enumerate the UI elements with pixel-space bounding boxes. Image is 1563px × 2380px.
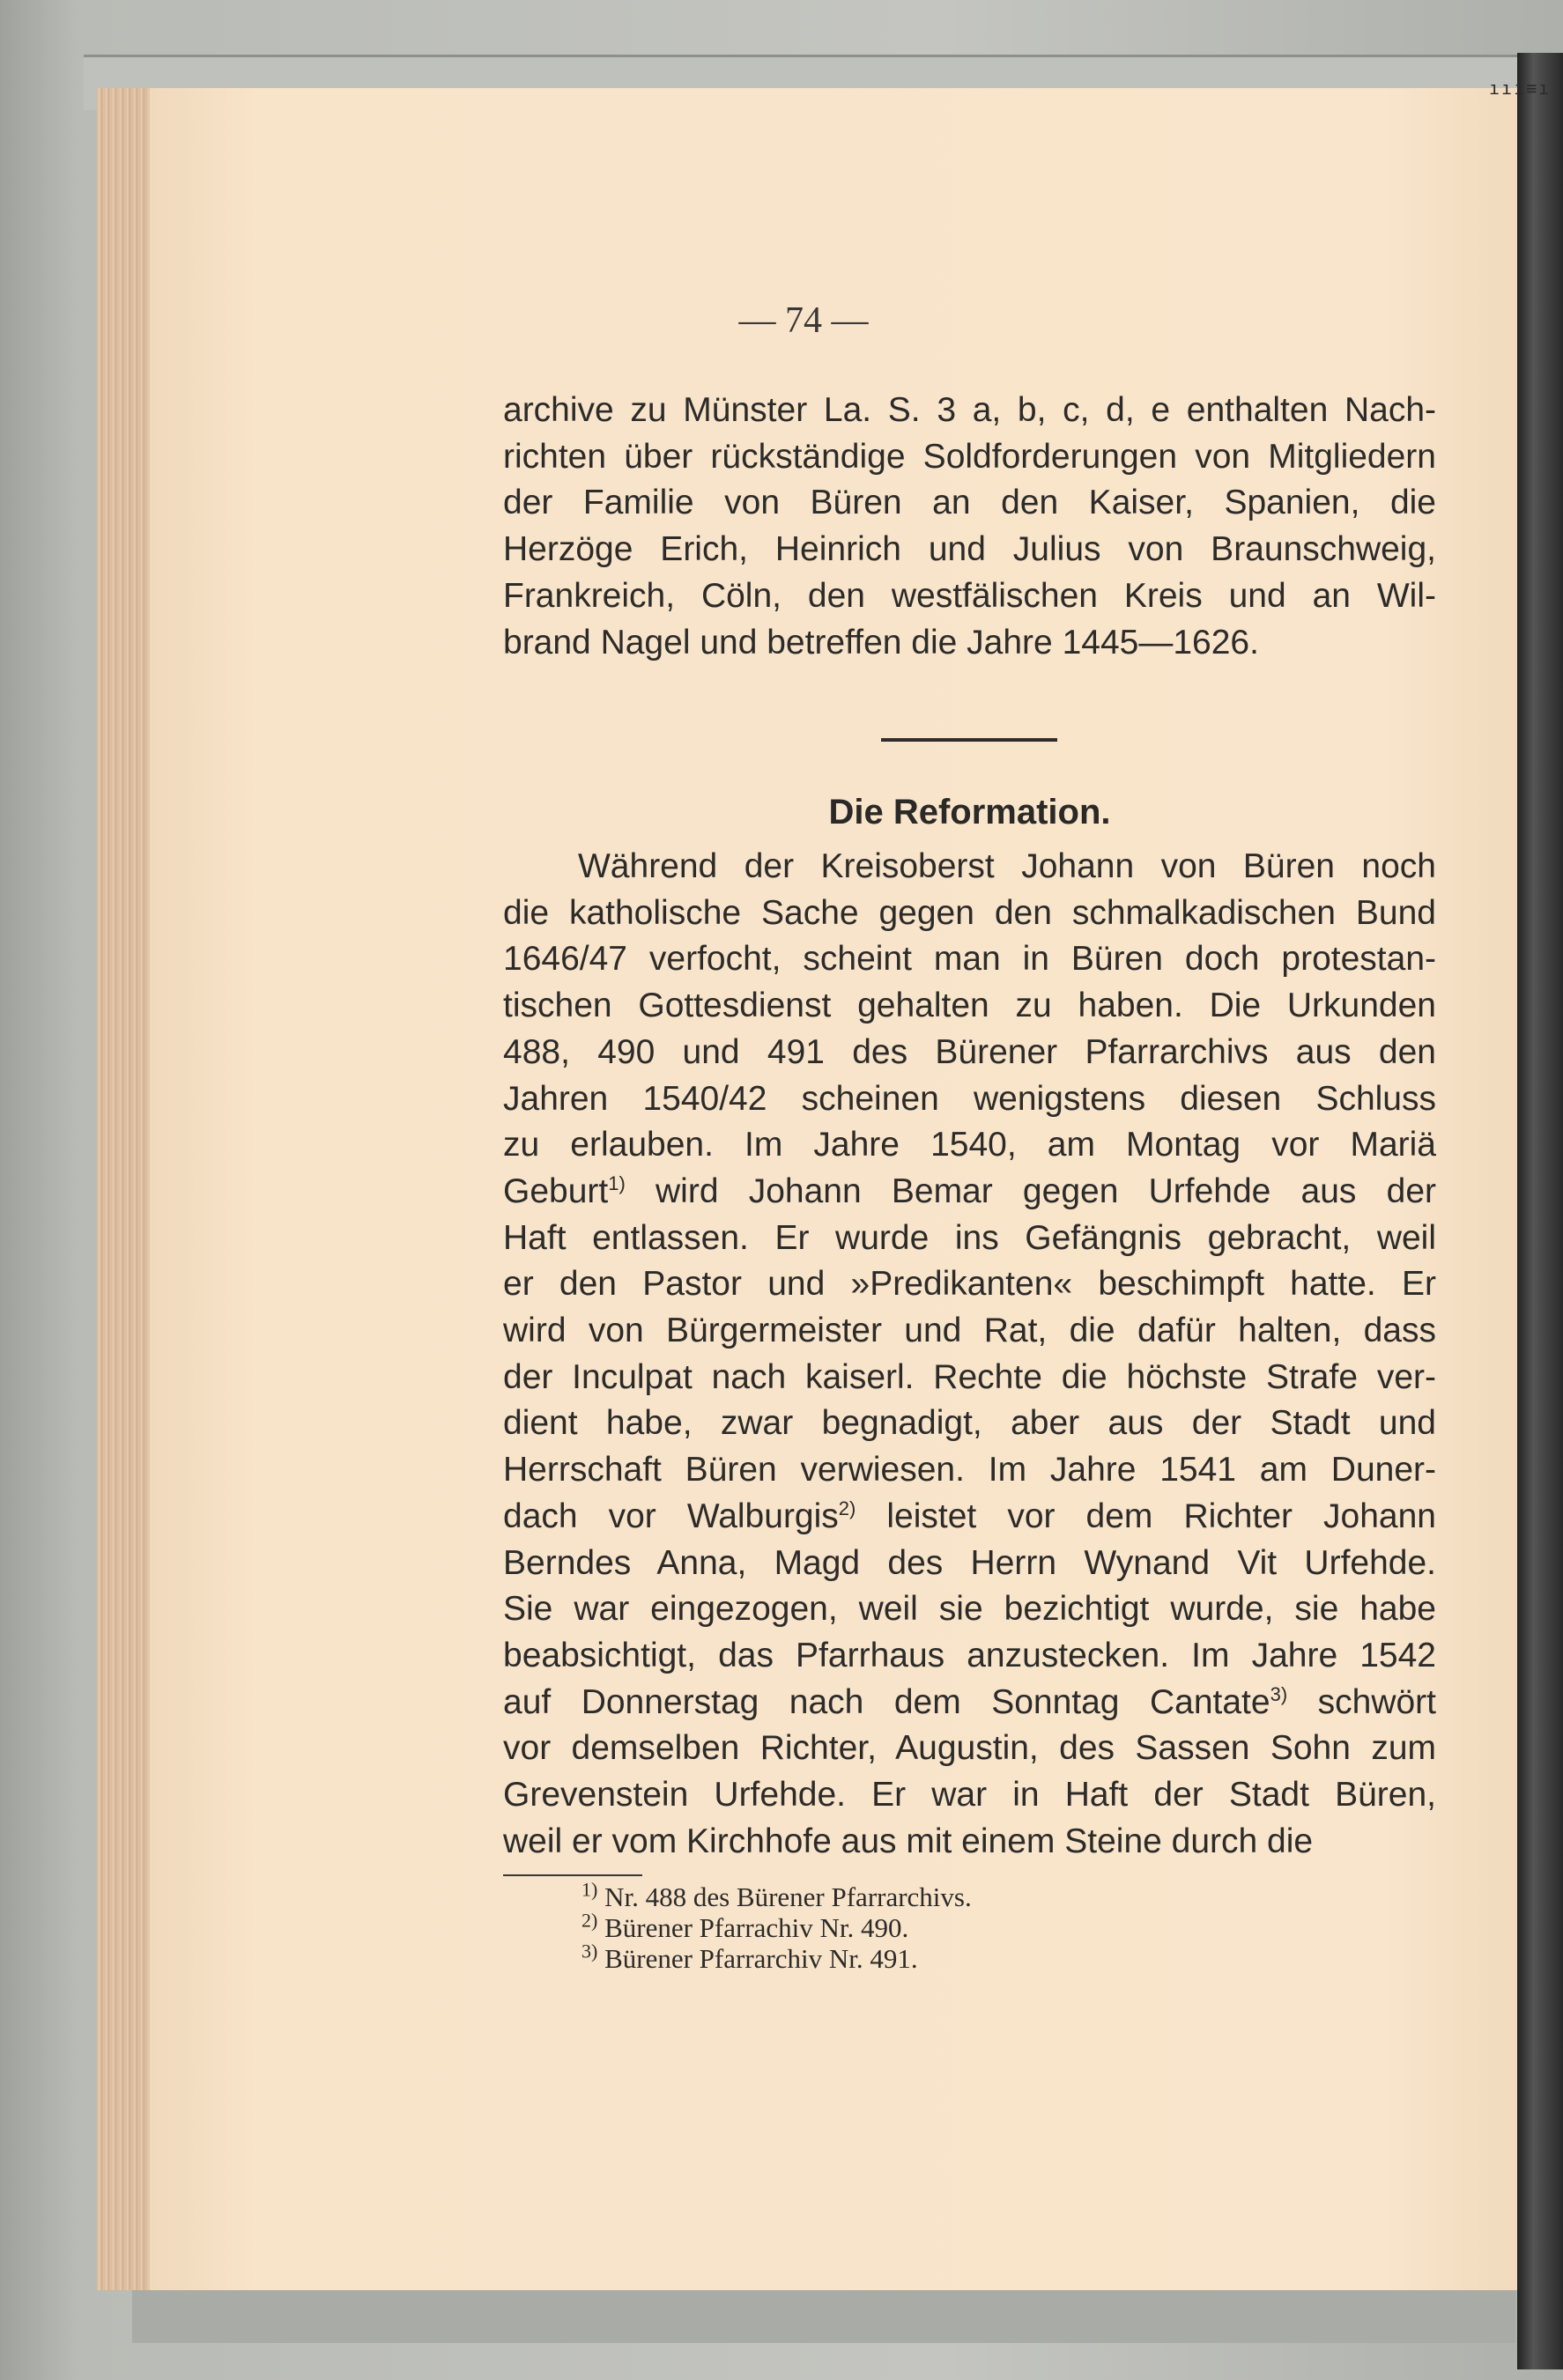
- footnote-mark: 2): [581, 1909, 598, 1932]
- section-divider: [881, 738, 1057, 742]
- text-line: Herzöge Erich, Heinrich und Julius von Braunschweig,: [503, 530, 1436, 569]
- text-line: Jahren 1540/42 scheinen wenigstens diesen Schluss: [503, 1079, 1436, 1118]
- text-line: wird von Bürgermeister und Rat, die dafür halten, dass: [503, 1312, 1436, 1350]
- text-line: Während der Kreisoberst Johann von Büren noch: [578, 847, 1436, 885]
- text-line: Herrschaft Büren verwiesen. Im Jahre 1541 am Duner-: [503, 1451, 1436, 1489]
- text-line: 1646/47 verfocht, scheint man in Büren doch protestan-: [503, 940, 1436, 979]
- footnote-mark: 3): [581, 1940, 598, 1962]
- text-line: zu erlauben. Im Jahre 1540, am Montag vor Mariä: [503, 1126, 1436, 1164]
- footnote-divider: [503, 1874, 642, 1876]
- text-line: Haft entlassen. Er wurde ins Gefängnis gebracht, weil: [503, 1218, 1436, 1257]
- text-line: 488, 490 und 491 des Bürener Pfarrarchivs aus den: [503, 1032, 1436, 1071]
- footnote-reference: 3): [1270, 1682, 1288, 1705]
- section-paragraph: [503, 844, 1436, 1865]
- text-fragment: dach vor Walburgis: [503, 1497, 839, 1535]
- text-fragment: Geburt: [503, 1172, 609, 1210]
- text-fragment: leistet vor dem Richter Johann: [856, 1497, 1436, 1535]
- footnote-text: Bürener Pfarrarchiv Nr. 491.: [597, 1943, 918, 1974]
- text-line: der Inculpat nach kaiserl. Rechte die höchste Strafe ver-: [503, 1357, 1436, 1396]
- book-cover-bottom-edge: [132, 2290, 1515, 2343]
- text-line: [503, 1169, 1436, 1216]
- text-line: brand Nagel und betreffen die Jahre 1445—1626.: [503, 623, 1259, 662]
- text-line: weil er vom Kirchhofe aus mit einem Steine durch die: [503, 1822, 1314, 1860]
- page-number: — 74 —: [738, 300, 869, 341]
- text-fragment: wird Johann Bemar gegen Urfehde aus der: [625, 1172, 1436, 1210]
- footnote: [581, 1940, 972, 1974]
- text-line: Grevenstein Urfehde. Er war in Haft der Stadt Büren,: [503, 1776, 1436, 1815]
- book-spine: [1517, 53, 1563, 2369]
- footnote-mark: 1): [581, 1878, 598, 1901]
- text-line: Frankreich, Cöln, den westfälischen Kreis und an Wil-: [503, 576, 1436, 615]
- text-fragment: auf Donnerstag nach dem Sonntag Cantate: [503, 1682, 1270, 1721]
- footnote-text: Nr. 488 des Bürener Pfarrarchivs.: [597, 1881, 972, 1912]
- text-line: Sie war eingezogen, weil sie bezichtigt wurde, sie habe: [503, 1590, 1436, 1629]
- footnote: [581, 1878, 972, 1912]
- text-line: beabsichtigt, das Pfarrhaus anzustecken. Im Jahre 1542: [503, 1636, 1436, 1674]
- intro-paragraph: [503, 388, 1436, 666]
- text-line: er den Pastor und »Predikanten« beschimpft hatte. Er: [503, 1265, 1436, 1304]
- text-line: vor demselben Richter, Augustin, des Sassen Sohn zum: [503, 1729, 1436, 1768]
- text-line: [503, 1680, 1436, 1726]
- footnotes: [581, 1878, 972, 1974]
- text-line: Berndes Anna, Magd des Herrn Wynand Vit Urfehde.: [503, 1543, 1436, 1582]
- spine-mark: ııı≡ı: [1489, 78, 1552, 99]
- footnote-reference: 1): [608, 1172, 626, 1194]
- text-line: tischen Gottesdienst gehalten zu haben. Die Urkunden: [503, 987, 1436, 1025]
- text-line: die katholische Sache gegen den schmalkadischen Bund: [503, 893, 1436, 932]
- text-line: [503, 1494, 1436, 1541]
- text-line: dient habe, zwar begnadigt, aber aus der Stadt und: [503, 1404, 1436, 1443]
- footnote-text: Bürener Pfarrachiv Nr. 490.: [597, 1912, 909, 1943]
- text-line: der Familie von Büren an den Kaiser, Spanien, die: [503, 484, 1436, 522]
- section-heading: Die Reformation.: [828, 793, 1111, 832]
- footnote-reference: 2): [838, 1497, 856, 1519]
- text-line: archive zu Münster La. S. 3 a, b, c, d, e enthalten Nach-: [503, 391, 1436, 429]
- footnote: [581, 1909, 972, 1943]
- text-fragment: schwört: [1287, 1682, 1437, 1721]
- text-line: richten über rückständige Soldforderungen von Mitgliedern: [503, 437, 1436, 476]
